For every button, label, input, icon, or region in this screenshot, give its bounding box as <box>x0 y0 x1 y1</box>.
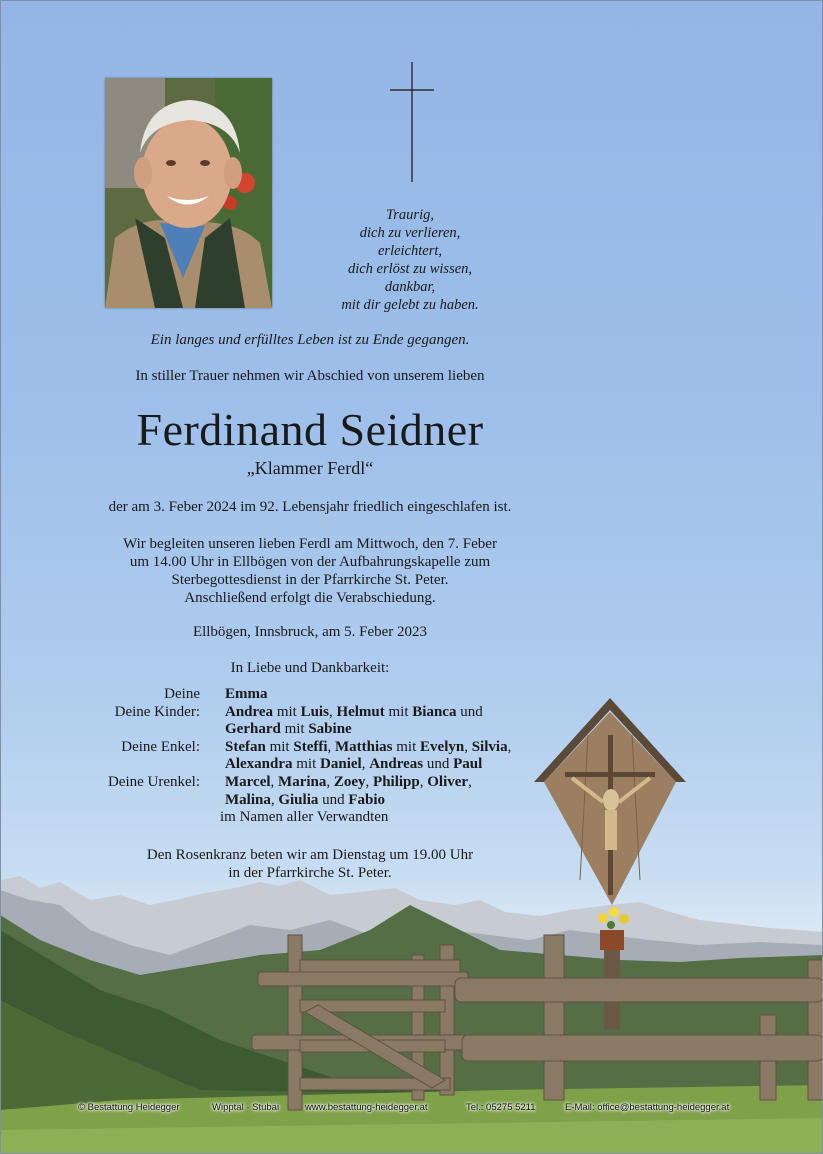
rosary-line: in der Pfarrkirche St. Peter. <box>228 865 392 881</box>
connector-text: , <box>507 738 512 755</box>
connector-text: und <box>456 703 483 720</box>
wife-name: Emma <box>225 686 268 702</box>
connector-text: , <box>361 756 370 773</box>
funeral-info <box>60 535 560 607</box>
person-name: Andreas <box>369 756 424 773</box>
funeral-line: um 14.00 Uhr in Ellbögen von der Aufbahrungskapelle zum <box>129 554 491 570</box>
person-name: Fabio <box>348 791 386 808</box>
footer-region: Wipptal · Stubai <box>212 1102 280 1113</box>
footer-email[interactable]: E-Mail: office@bestattung-heidegger.at <box>565 1102 730 1113</box>
person-name: Bianca <box>412 703 457 720</box>
person-name: Matthias <box>335 738 393 755</box>
connector-text: , <box>419 774 428 790</box>
connector-text: , <box>468 774 472 790</box>
gratitude-line: In Liebe und Dankbarkeit: <box>230 660 390 676</box>
person-name: Silvia <box>471 738 508 755</box>
connector-text: , <box>365 774 374 790</box>
funeral-line: Anschließend erfolgt die Verabschiedung. <box>184 590 436 606</box>
rosary-line: Den Rosenkranz beten wir am Dienstag um 19.00 Uhr <box>146 847 474 863</box>
person-name: Andrea <box>225 703 274 720</box>
person-name: Oliver <box>427 774 469 790</box>
person-name: Luis <box>300 703 329 720</box>
great-grandchildren-line <box>225 774 555 792</box>
place-date: Ellbögen, Innsbruck, am 5. Feber 2023 <box>192 624 428 640</box>
footer-website[interactable]: www.bestattung-heidegger.at <box>305 1102 428 1113</box>
poem <box>310 206 510 314</box>
person-name: Malina <box>225 791 271 808</box>
footer-company: © Bestattung Heidegger <box>78 1102 180 1113</box>
connector-text: mit <box>273 703 301 720</box>
person-name: Steffi <box>293 738 328 755</box>
intro-line: In stiller Trauer nehmen wir Abschied von unserem lieben <box>135 368 485 384</box>
person-name: Gerhard <box>225 721 281 738</box>
grandchildren-line <box>225 739 555 757</box>
poem-line: dankbar, <box>384 279 436 295</box>
portrait-photo <box>105 78 272 308</box>
poem-line: erleichtert, <box>377 243 443 259</box>
person-name: Sabine <box>308 721 352 738</box>
rosary-info <box>60 846 560 882</box>
funeral-line: Sterbegottesdienst in der Pfarrkirche St. Peter. <box>171 572 449 588</box>
great-grandchildren-label: Deine Urenkel: <box>107 774 200 790</box>
connector-text: mit <box>265 738 294 755</box>
connector-text: mit <box>384 703 413 720</box>
person-name: Alexandra <box>225 756 293 773</box>
poem-line: dich zu verlieren, <box>359 225 461 241</box>
connector-text: , <box>464 738 472 755</box>
nickname: „Klammer Ferdl“ <box>246 458 374 478</box>
death-line: der am 3. Feber 2024 im 92. Lebensjahr friedlich eingeschlafen ist. <box>108 499 512 515</box>
connector-text: , <box>328 703 337 720</box>
wife-label: Deine <box>164 686 200 702</box>
connector-text: mit <box>280 721 309 738</box>
grandchildren-label: Deine Enkel: <box>121 738 200 755</box>
footer-phone: Tel.: 05275 5211 <box>466 1102 536 1113</box>
funeral-line: Wir begleiten unseren lieben Ferdl am Mittwoch, den 7. Feber <box>123 536 497 552</box>
connector-text: und <box>318 791 349 808</box>
grandchildren-line <box>225 756 555 774</box>
connector-text: , <box>270 791 279 808</box>
person-name: Stefan <box>225 738 266 755</box>
person-name: Marina <box>278 774 327 790</box>
person-name: Evelyn <box>420 738 465 755</box>
deceased-name: Ferdinand Seidner <box>136 404 484 455</box>
connector-text: und <box>423 756 454 773</box>
person-name: Helmut <box>336 703 385 720</box>
great-grandchildren-line <box>225 792 555 810</box>
cross-icon <box>390 62 434 182</box>
connector-text: , <box>326 774 334 790</box>
poem-line: dich erlöst zu wissen, <box>347 261 473 277</box>
connector-text: mit <box>392 738 421 755</box>
person-name: Philipp <box>373 774 420 790</box>
connector-text: , <box>270 774 279 790</box>
children-line <box>225 704 555 722</box>
person-name: Marcel <box>225 774 271 790</box>
person-name: Giulia <box>278 791 319 808</box>
person-name: Zoey <box>333 774 366 790</box>
poem-line: Traurig, <box>386 207 434 223</box>
person-name: Paul <box>453 756 483 773</box>
connector-text: , <box>327 738 336 755</box>
children-line <box>225 721 555 739</box>
relatives-line: im Namen aller Verwandten <box>220 809 389 826</box>
person-name: Daniel <box>320 756 362 773</box>
connector-text: mit <box>292 756 321 773</box>
poem-line: mit dir gelebt zu haben. <box>341 297 479 313</box>
children-label: Deine Kinder: <box>114 703 200 720</box>
life-line: Ein langes und erfülltes Leben ist zu Ende gegangen. <box>150 332 470 348</box>
